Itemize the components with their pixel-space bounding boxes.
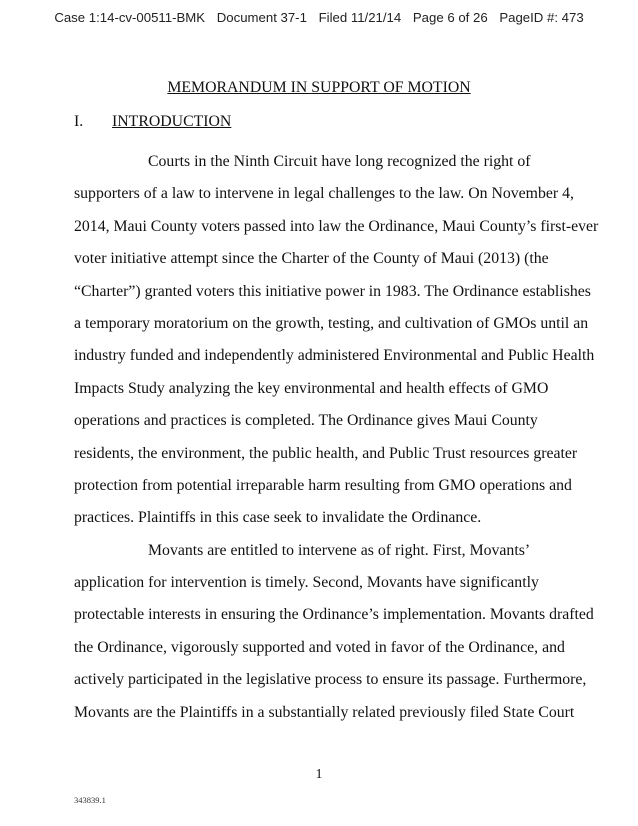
paragraph-line: Impacts Study analyzing the key environmental and health effects of GMO — [74, 379, 549, 397]
paragraph-line: Movants are entitled to intervene as of right. First, Movants’ — [148, 541, 531, 559]
section-heading — [74, 113, 231, 131]
paragraph-line: the Ordinance, vigorously supported and voted in favor of the Ordinance, and — [74, 638, 565, 656]
case-number: Case 1:14-cv-00511-BMK — [54, 10, 206, 25]
section-number: I. — [74, 113, 84, 130]
section-title: INTRODUCTION — [112, 113, 232, 130]
paragraph-line: application for intervention is timely. Second, Movants have significantly — [74, 574, 539, 592]
body-text — [74, 146, 599, 729]
paragraph-line: operations and practices is completed. The Ordinance gives Maui County — [74, 412, 538, 430]
paragraph-line: a temporary moratorium on the growth, testing, and cultivation of GMOs until an — [74, 314, 589, 332]
paragraph-line: protectable interests in ensuring the Ordinance’s implementation. Movants drafted — [74, 606, 594, 624]
document-number: Document 37-1 — [216, 10, 307, 25]
paragraph-line: actively participated in the legislative process to ensure its passage. Furthermore, — [74, 671, 587, 689]
paragraph-line: 2014, Maui County voters passed into law the Ordinance, Maui County’s first-ever — [74, 217, 599, 235]
paragraph-line: Courts in the Ninth Circuit have long recognized the right of — [148, 153, 531, 170]
paragraph-line: Movants are the Plaintiffs in a substantially related previously filed State Court — [74, 703, 575, 721]
page-count: Page 6 of 26 — [412, 10, 488, 25]
paragraph-line: “Charter”) granted voters this initiative power in 1983. The Ordinance establishes — [74, 282, 591, 300]
page-number: 1 — [315, 767, 323, 782]
document-id: 343839.1 — [74, 795, 106, 805]
paragraph-line: voter initiative attempt since the Charter of the County of Maui (2013) (the — [74, 250, 549, 268]
page-id: PageID #: 473 — [499, 10, 584, 25]
memorandum-title: MEMORANDUM IN SUPPORT OF MOTION — [167, 79, 471, 96]
filed-date: Filed 11/21/14 — [318, 10, 402, 25]
paragraph-line: protection from potential irreparable harm resulting from GMO operations and — [74, 476, 572, 494]
paragraph-line: practices. Plaintiffs in this case seek to invalidate the Ordinance. — [74, 509, 482, 527]
court-filing-header — [0, 10, 638, 25]
paragraph-line: supporters of a law to intervene in legal challenges to the law. On November 4, — [74, 185, 574, 203]
paragraph-line: industry funded and independently administered Environmental and Public Health — [74, 347, 595, 365]
paragraph-line: residents, the environment, the public health, and Public Trust resources greater — [74, 444, 578, 462]
